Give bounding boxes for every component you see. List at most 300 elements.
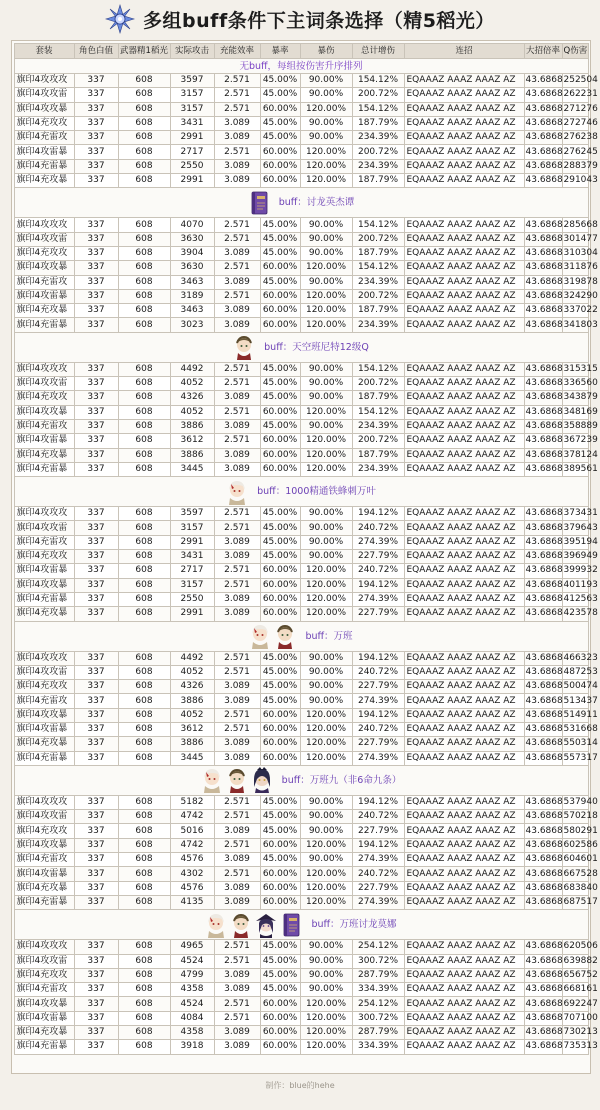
table-row	[14, 521, 588, 535]
table-cell: 60.00%	[260, 751, 300, 765]
table-cell: 43.6868	[524, 895, 562, 909]
table-cell: 240.72%	[352, 722, 404, 736]
table-cell: 4492	[170, 362, 214, 376]
table-cell: 271276	[562, 102, 588, 116]
table-cell: 531668	[562, 722, 588, 736]
table-row	[14, 218, 588, 232]
table-cell: 608	[118, 881, 170, 895]
table-cell: 337	[74, 795, 118, 809]
table-cell: 60.00%	[260, 708, 300, 722]
table-cell: 3.089	[214, 391, 260, 405]
table-cell: 608	[118, 159, 170, 173]
table-cell: 608	[118, 940, 170, 954]
table-cell: 43.6868	[524, 578, 562, 592]
table-cell: 4052	[170, 377, 214, 391]
table-cell: 45.00%	[260, 88, 300, 102]
table-cell: 287.79%	[352, 1026, 404, 1040]
table-cell: EQAAAZ AAAZ AAAZ AZ	[404, 275, 524, 289]
table-cell: 337	[74, 145, 118, 159]
page-title: 多组buff条件下主词条选择（精5稻光）	[143, 9, 495, 32]
table-cell: 300.72%	[352, 1011, 404, 1025]
table-cell: 60.00%	[260, 261, 300, 275]
table-cell: 90.00%	[300, 535, 352, 549]
table-row	[14, 232, 588, 246]
table-row	[14, 853, 588, 867]
table-cell: 旗印4攻攻暴	[14, 708, 74, 722]
table-cell: 513437	[562, 694, 588, 708]
table-cell: 187.79%	[352, 116, 404, 130]
table-cell: 2.571	[214, 578, 260, 592]
table-cell: 227.79%	[352, 737, 404, 751]
table-cell: 43.6868	[524, 434, 562, 448]
table-cell: 43.6868	[524, 246, 562, 260]
table-cell: 3431	[170, 116, 214, 130]
table-cell: EQAAAZ AAAZ AAAZ AZ	[404, 578, 524, 592]
table-cell: 旗印4攻攻攻	[14, 362, 74, 376]
table-cell: 2.571	[214, 434, 260, 448]
table-row	[14, 940, 588, 954]
section-buff-group	[239, 60, 362, 73]
table-cell: 337	[74, 1026, 118, 1040]
table-cell: 60.00%	[260, 838, 300, 852]
table-cell: 3.089	[214, 694, 260, 708]
table-cell: 60.00%	[260, 1011, 300, 1025]
table-row	[14, 968, 588, 982]
table-row	[14, 304, 588, 318]
table-cell: 274.39%	[352, 592, 404, 606]
table-cell: 4084	[170, 1011, 214, 1025]
table-cell: 337	[74, 275, 118, 289]
table-cell: 4052	[170, 405, 214, 419]
table-cell: 4358	[170, 1026, 214, 1040]
table-cell: 608	[118, 997, 170, 1011]
table-cell: 90.00%	[300, 419, 352, 433]
table-cell: 3463	[170, 275, 214, 289]
table-cell: 608	[118, 895, 170, 909]
table-cell: 194.12%	[352, 708, 404, 722]
table-cell: 234.39%	[352, 419, 404, 433]
table-cell: 45.00%	[260, 218, 300, 232]
table-cell: 43.6868	[524, 289, 562, 303]
table-cell: 234.39%	[352, 318, 404, 332]
table-cell: 608	[118, 116, 170, 130]
table-cell: 旗印4攻攻雷	[14, 810, 74, 824]
table-cell: 3.089	[214, 881, 260, 895]
table-cell: 45.00%	[260, 694, 300, 708]
table-cell: 227.79%	[352, 881, 404, 895]
table-cell: 602586	[562, 838, 588, 852]
table-cell: EQAAAZ AAAZ AAAZ AZ	[404, 564, 524, 578]
table-cell: 608	[118, 289, 170, 303]
table-cell: EQAAAZ AAAZ AAAZ AZ	[404, 592, 524, 606]
table-row	[14, 246, 588, 260]
table-cell: 311876	[562, 261, 588, 275]
table-cell: 旗印4攻雷暴	[14, 145, 74, 159]
table-cell: 3612	[170, 434, 214, 448]
table-cell: 43.6868	[524, 391, 562, 405]
table-cell: 3463	[170, 304, 214, 318]
table-cell: 337	[74, 318, 118, 332]
table-cell: 3.089	[214, 853, 260, 867]
section-label: buff：万班	[305, 630, 353, 642]
table-cell: 43.6868	[524, 102, 562, 116]
table-cell: 154.12%	[352, 74, 404, 88]
section-header-row	[14, 621, 588, 651]
table-cell: 60.00%	[260, 881, 300, 895]
table-cell: 3157	[170, 88, 214, 102]
table-cell: 608	[118, 275, 170, 289]
table-row	[14, 795, 588, 809]
table-cell: 487253	[562, 665, 588, 679]
table-cell: EQAAAZ AAAZ AAAZ AZ	[404, 694, 524, 708]
table-cell: 337	[74, 88, 118, 102]
table-cell: 154.12%	[352, 362, 404, 376]
table-cell: 旗印4充攻攻	[14, 391, 74, 405]
table-cell: 旗印4充攻攻	[14, 680, 74, 694]
results-table	[14, 43, 598, 1055]
table-cell: 旗印4充雷攻	[14, 275, 74, 289]
table-cell: 旗印4充雷暴	[14, 895, 74, 909]
table-row	[14, 1011, 588, 1025]
table-row	[14, 737, 588, 751]
bennett-avatar	[226, 767, 248, 793]
table-cell: 45.00%	[260, 391, 300, 405]
table-cell: EQAAAZ AAAZ AAAZ AZ	[404, 708, 524, 722]
table-cell: 608	[118, 218, 170, 232]
table-cell: 608	[118, 448, 170, 462]
table-cell: 608	[118, 535, 170, 549]
table-cell: 2.571	[214, 867, 260, 881]
bennett-avatar	[230, 912, 252, 938]
table-cell: 120.00%	[300, 578, 352, 592]
table-cell: 4965	[170, 940, 214, 954]
table-cell: 旗印4充雷暴	[14, 462, 74, 476]
table-cell: 45.00%	[260, 954, 300, 968]
table-cell: 240.72%	[352, 810, 404, 824]
table-cell: 337	[74, 651, 118, 665]
table-cell: 337	[74, 665, 118, 679]
table-cell: 旗印4攻攻雷	[14, 521, 74, 535]
section-buff-group	[249, 623, 352, 649]
table-cell: 337	[74, 838, 118, 852]
table-cell: 120.00%	[300, 1026, 352, 1040]
table-cell: 608	[118, 708, 170, 722]
table-cell: 120.00%	[300, 564, 352, 578]
table-cell: 旗印4充雷攻	[14, 694, 74, 708]
table-cell: 2717	[170, 564, 214, 578]
table-cell: EQAAAZ AAAZ AAAZ AZ	[404, 218, 524, 232]
table-row	[14, 261, 588, 275]
table-cell: 120.00%	[300, 448, 352, 462]
table-row	[14, 507, 588, 521]
table-cell: 4742	[170, 810, 214, 824]
table-cell: 608	[118, 694, 170, 708]
table-cell: 60.00%	[260, 434, 300, 448]
table-row	[14, 159, 588, 173]
table-cell: 2991	[170, 131, 214, 145]
table-cell: EQAAAZ AAAZ AAAZ AZ	[404, 131, 524, 145]
section-header	[14, 59, 588, 74]
table-cell: 2.571	[214, 954, 260, 968]
table-cell: 2.571	[214, 564, 260, 578]
table-cell: 45.00%	[260, 419, 300, 433]
table-cell: 707100	[562, 1011, 588, 1025]
table-cell: 337	[74, 289, 118, 303]
table-row	[14, 318, 588, 332]
table-cell: 旗印4充攻暴	[14, 607, 74, 621]
table-cell: 4326	[170, 391, 214, 405]
table-cell: 608	[118, 578, 170, 592]
table-cell: 608	[118, 462, 170, 476]
table-cell: 43.6868	[524, 74, 562, 88]
table-cell: 43.6868	[524, 535, 562, 549]
table-cell: 3904	[170, 246, 214, 260]
table-row	[14, 824, 588, 838]
table-cell: 668161	[562, 983, 588, 997]
section-label: 无buff，每组按伤害升序排列	[239, 60, 363, 72]
table-cell: 2.571	[214, 88, 260, 102]
table-cell: 60.00%	[260, 592, 300, 606]
table-cell: 240.72%	[352, 521, 404, 535]
table-cell: 43.6868	[524, 261, 562, 275]
table-cell: 608	[118, 434, 170, 448]
table-cell: 337	[74, 521, 118, 535]
table-cell: 43.6868	[524, 881, 562, 895]
table-cell: EQAAAZ AAAZ AAAZ AZ	[404, 448, 524, 462]
table-cell: 343879	[562, 391, 588, 405]
table-cell: 43.6868	[524, 405, 562, 419]
table-cell: 3597	[170, 507, 214, 521]
table-cell: 570218	[562, 810, 588, 824]
table-cell: 2.571	[214, 795, 260, 809]
table-cell: EQAAAZ AAAZ AAAZ AZ	[404, 607, 524, 621]
table-cell: 90.00%	[300, 824, 352, 838]
table-cell: 90.00%	[300, 694, 352, 708]
table-cell: 337	[74, 722, 118, 736]
table-cell: 300.72%	[352, 954, 404, 968]
kazuha-avatar	[201, 767, 223, 793]
table-cell: 240.72%	[352, 564, 404, 578]
table-cell: 337	[74, 550, 118, 564]
table-cell: 687517	[562, 895, 588, 909]
table-cell: 120.00%	[300, 607, 352, 621]
table-cell: 90.00%	[300, 116, 352, 130]
table-cell: 3.089	[214, 159, 260, 173]
table-cell: 608	[118, 405, 170, 419]
table-cell: 367239	[562, 434, 588, 448]
table-cell: 187.79%	[352, 174, 404, 188]
table-cell: 60.00%	[260, 289, 300, 303]
table-cell: 120.00%	[300, 592, 352, 606]
table-cell: 334.39%	[352, 1040, 404, 1054]
table-cell: 3.089	[214, 116, 260, 130]
table-cell: 2.571	[214, 997, 260, 1011]
table-cell: 2.571	[214, 362, 260, 376]
table-cell: 43.6868	[524, 159, 562, 173]
table-cell: 旗印4充雷暴	[14, 159, 74, 173]
table-header-row	[14, 44, 588, 59]
table-cell: 200.72%	[352, 289, 404, 303]
table-cell: 337	[74, 218, 118, 232]
table-cell: 154.12%	[352, 405, 404, 419]
table-cell: 274.39%	[352, 694, 404, 708]
table-cell: 45.00%	[260, 116, 300, 130]
table-cell: 4492	[170, 651, 214, 665]
table-cell: 60.00%	[260, 997, 300, 1011]
table-cell: 227.79%	[352, 824, 404, 838]
table-cell: 319878	[562, 275, 588, 289]
table-cell: 3630	[170, 232, 214, 246]
table-cell: 194.12%	[352, 578, 404, 592]
table-cell: EQAAAZ AAAZ AAAZ AZ	[404, 391, 524, 405]
table-row	[14, 954, 588, 968]
table-cell: 43.6868	[524, 419, 562, 433]
section-header-row	[14, 332, 588, 362]
column-header: 武器精1稻光	[118, 44, 170, 59]
section-buff-group	[233, 334, 369, 360]
table-cell: 旗印4攻攻雷	[14, 88, 74, 102]
footer-credit: 制作：blue的hehe	[265, 1081, 335, 1090]
table-cell: 43.6868	[524, 795, 562, 809]
table-cell: 608	[118, 824, 170, 838]
table-cell: 4799	[170, 968, 214, 982]
table-cell: 120.00%	[300, 159, 352, 173]
table-row	[14, 838, 588, 852]
table-cell: 396949	[562, 550, 588, 564]
table-cell: EQAAAZ AAAZ AAAZ AZ	[404, 116, 524, 130]
table-cell: 337	[74, 1040, 118, 1054]
table-cell: 43.6868	[524, 275, 562, 289]
table-cell: 4524	[170, 954, 214, 968]
table-cell: 120.00%	[300, 997, 352, 1011]
table-cell: 337	[74, 1011, 118, 1025]
table-cell: 608	[118, 983, 170, 997]
table-cell: 3431	[170, 550, 214, 564]
table-cell: 60.00%	[260, 895, 300, 909]
table-row	[14, 722, 588, 736]
table-cell: 旗印4充攻攻	[14, 824, 74, 838]
table-cell: 389561	[562, 462, 588, 476]
section-label: buff：1000精通铁蜂刺万叶	[257, 486, 376, 498]
book-icon	[248, 190, 270, 216]
table-cell: 43.6868	[524, 1011, 562, 1025]
table-cell: 735313	[562, 1040, 588, 1054]
column-header: 暴率	[260, 44, 300, 59]
table-cell: 120.00%	[300, 304, 352, 318]
table-cell: EQAAAZ AAAZ AAAZ AZ	[404, 289, 524, 303]
table-cell: 2991	[170, 607, 214, 621]
table-cell: 3886	[170, 694, 214, 708]
section-header-row	[14, 910, 588, 940]
table-cell: 120.00%	[300, 838, 352, 852]
table-cell: 379643	[562, 521, 588, 535]
table-row	[14, 448, 588, 462]
table-cell: 608	[118, 246, 170, 260]
table-cell: 45.00%	[260, 246, 300, 260]
table-cell: 43.6868	[524, 708, 562, 722]
sara-avatar	[251, 767, 273, 793]
table-cell: 2.571	[214, 521, 260, 535]
table-cell: 580291	[562, 824, 588, 838]
table-cell: 4742	[170, 838, 214, 852]
table-cell: 608	[118, 592, 170, 606]
table-cell: 45.00%	[260, 983, 300, 997]
table-cell: 旗印4攻攻攻	[14, 74, 74, 88]
table-cell: EQAAAZ AAAZ AAAZ AZ	[404, 304, 524, 318]
table-cell: 337	[74, 680, 118, 694]
kazuha-avatar	[226, 479, 248, 505]
table-row	[14, 102, 588, 116]
section-header-row	[14, 188, 588, 218]
table-cell: 608	[118, 853, 170, 867]
table-cell: EQAAAZ AAAZ AAAZ AZ	[404, 810, 524, 824]
kazuha-avatar	[205, 912, 227, 938]
table-cell: EQAAAZ AAAZ AAAZ AZ	[404, 246, 524, 260]
table-cell: 337	[74, 751, 118, 765]
table-cell: 550314	[562, 737, 588, 751]
table-cell: 194.12%	[352, 838, 404, 852]
table-cell: 337	[74, 694, 118, 708]
table-cell: 240.72%	[352, 665, 404, 679]
table-cell: 43.6868	[524, 983, 562, 997]
table-cell: 252504	[562, 74, 588, 88]
table-cell: 43.6868	[524, 232, 562, 246]
table-cell: 2.571	[214, 218, 260, 232]
table-cell: 3.089	[214, 275, 260, 289]
table-cell: 43.6868	[524, 954, 562, 968]
table-cell: 337	[74, 824, 118, 838]
table-cell: 274.39%	[352, 853, 404, 867]
column-header: 套装	[14, 44, 74, 59]
table-cell: 3.089	[214, 462, 260, 476]
column-header: 充能效率	[214, 44, 260, 59]
table-cell: 234.39%	[352, 275, 404, 289]
table-row	[14, 391, 588, 405]
table-cell: 3.089	[214, 448, 260, 462]
table-cell: 45.00%	[260, 665, 300, 679]
table-cell: 旗印4充雷暴	[14, 1040, 74, 1054]
table-cell: 337	[74, 377, 118, 391]
table-cell: 337	[74, 405, 118, 419]
table-cell: 3157	[170, 521, 214, 535]
table-cell: 旗印4充攻暴	[14, 1026, 74, 1040]
table-row	[14, 145, 588, 159]
table-cell: 旗印4充雷攻	[14, 853, 74, 867]
table-cell: 旗印4充雷暴	[14, 318, 74, 332]
table-cell: 2.571	[214, 145, 260, 159]
table-cell: EQAAAZ AAAZ AAAZ AZ	[404, 651, 524, 665]
table-cell: 43.6868	[524, 550, 562, 564]
table-cell: 旗印4攻攻攻	[14, 507, 74, 521]
table-cell: 3886	[170, 448, 214, 462]
table-cell: 60.00%	[260, 462, 300, 476]
table-cell: 旗印4攻雷暴	[14, 564, 74, 578]
table-cell: EQAAAZ AAAZ AAAZ AZ	[404, 88, 524, 102]
table-cell: 262231	[562, 88, 588, 102]
table-cell: 旗印4充雷攻	[14, 419, 74, 433]
table-row	[14, 694, 588, 708]
table-row	[14, 116, 588, 130]
table-cell: 608	[118, 651, 170, 665]
table-cell: 337	[74, 954, 118, 968]
table-cell: 43.6868	[524, 607, 562, 621]
table-cell: 120.00%	[300, 405, 352, 419]
table-cell: 187.79%	[352, 391, 404, 405]
table-row	[14, 550, 588, 564]
table-cell: 639882	[562, 954, 588, 968]
table-row	[14, 564, 588, 578]
table-cell: 608	[118, 145, 170, 159]
